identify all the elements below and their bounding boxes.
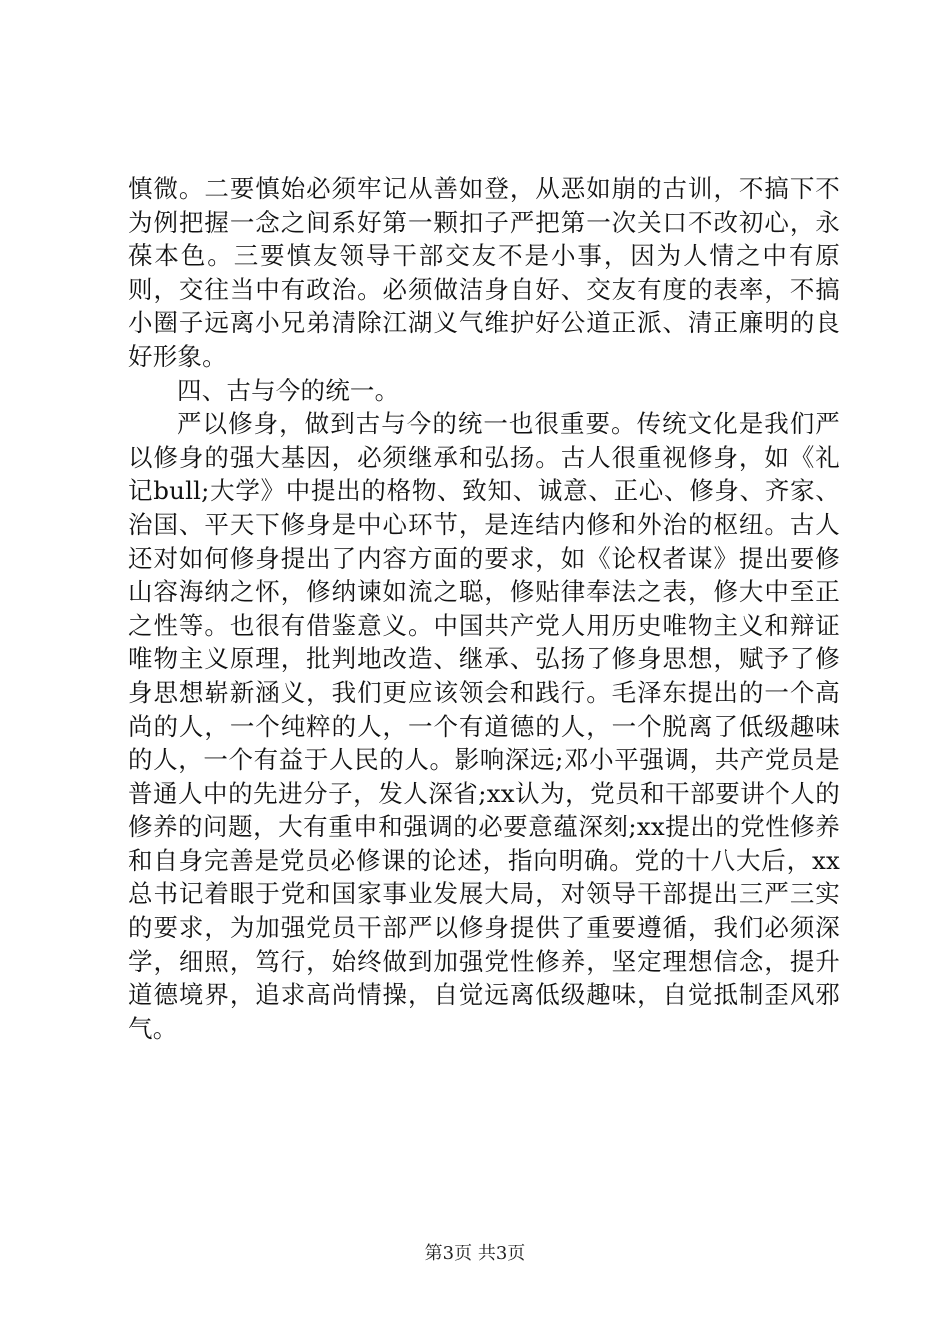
paragraph-continued: 慎微。二要慎始必须牢记从善如登，从恶如崩的古训，不搞下不为例把握一念之间系好第一颗扣子严把第一次关口不改初心，永葆本色。三要慎友领导干部交友不是小事，因为人情之中有原则，交往当中有政治。必须做洁身自好、交友有度的表率，不搞小圈子远离小兄弟清除江湖义气维护好公道正派、清正廉明的良好形象。 xyxy=(128,174,840,371)
document-body xyxy=(128,172,840,1045)
paragraph-body: 严以修身，做到古与今的统一也很重要。传统文化是我们严以修身的强大基因，必须继承和弘扬。古人很重视修身，如《礼记bull;大学》中提出的格物、致知、诚意、正心、修身、齐家、治国、平天下修身是中心环节，是连结内修和外治的枢纽。古人还对如何修身提出了内容方面的要求，如《论权者谋》提出要修山容海纳之怀，修纳谏如流之聪，修贴律奉法之表，修大中至正之性等。也很有借鉴意义。中国共产党人用历史唯物主义和辩证唯物主义原理，批判地改造、继承、弘扬了修身思想，赋予了修身思想崭新涵义，我们更应该领会和践行。毛泽东提出的一个高尚的人，一个纯粹的人，一个有道德的人，一个脱离了低级趣味的人，一个有益于人民的人。影响深远;邓小平强调，共产党员是普通人中的先进分子，发人深省;xx认为，党员和干部要讲个人的修养的问题，大有重申和强调的必要意蕴深刻;xx提出的党性修养和自身完善是党员必修课的论述，指向明确。党的十八大后，xx总书记着眼于党和国家事业发展大局，对领导干部提出三严三实的要求，为加强党员干部严以修身提供了重要遵循，我们必须深学，细照，笃行，始终做到加强党性修养，坚定理想信念，提升道德境界，追求高尚情操，自觉远离低级趣味，自觉抵制歪风邪气。 xyxy=(128,409,840,1043)
section-heading: 四、古与今的统一。 xyxy=(177,375,400,405)
page-footer: 第3页 共3页 xyxy=(424,1243,526,1264)
